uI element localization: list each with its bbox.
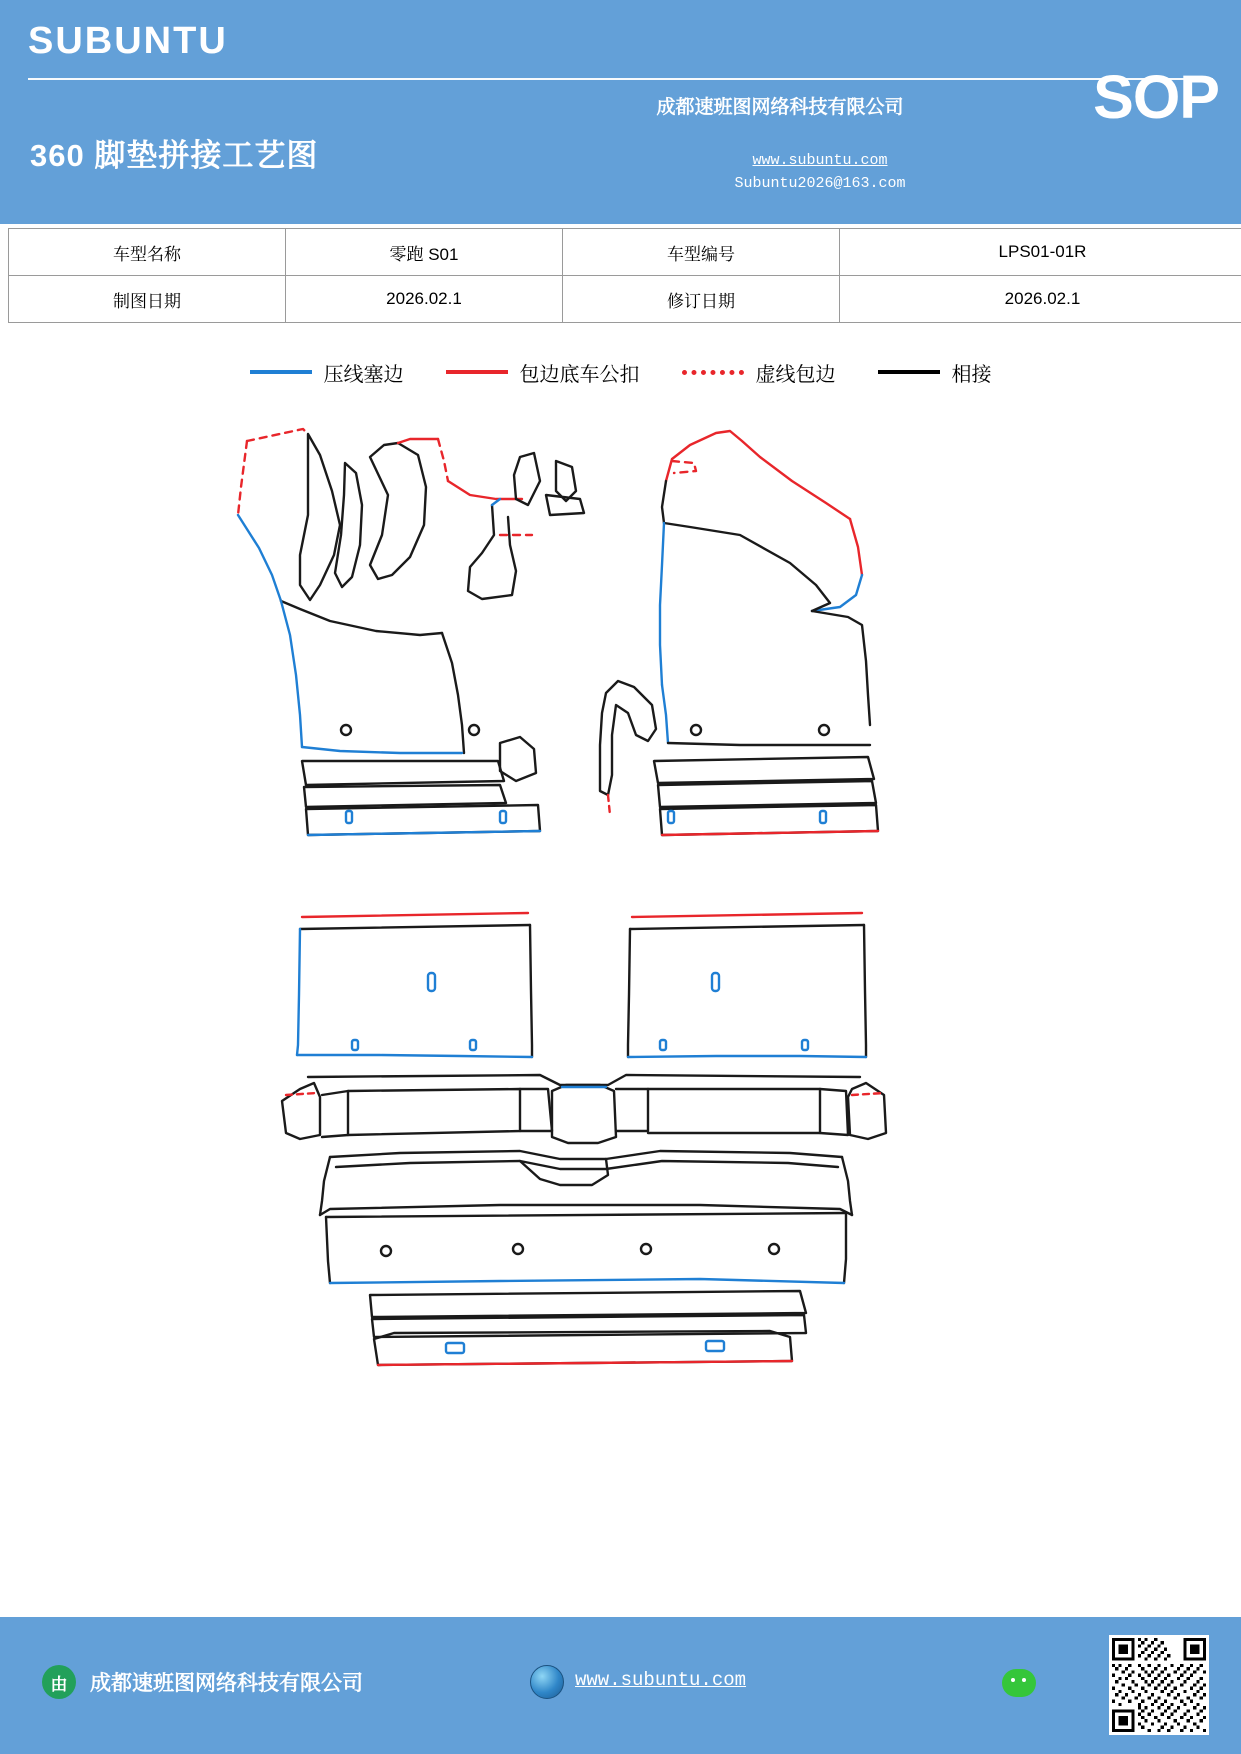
rear-left-end-cap xyxy=(282,1083,320,1139)
legend-label-press-line: 压线塞边 xyxy=(323,363,404,386)
value-revision-date: 2026.02.1 xyxy=(840,276,1241,323)
floor-mat-pattern-drawing xyxy=(0,395,1241,1405)
slot-hole xyxy=(352,1040,358,1050)
legend-label-dashed-edge: 虚线包边 xyxy=(755,363,836,386)
right-front-inner-seam xyxy=(664,523,830,611)
panel-hook xyxy=(468,505,516,599)
value-model-code: LPS01-01R xyxy=(840,229,1241,276)
dashed-right-left-c xyxy=(438,439,448,481)
red-top-left-c xyxy=(398,439,438,443)
rear-band-seg-6 xyxy=(820,1089,848,1135)
rear-band-seg-5 xyxy=(648,1089,820,1133)
left-sill-strip-b xyxy=(304,785,506,807)
legend-item-edge-buckle xyxy=(446,358,640,387)
legend-item-press-line xyxy=(250,358,404,387)
left-sill-strip-a xyxy=(302,761,504,785)
panel-wedge-c xyxy=(546,495,584,515)
dashed-right-notch xyxy=(672,461,696,473)
rear-left-right-edge xyxy=(530,925,532,1057)
dashed-instep-bottom xyxy=(608,795,610,815)
panel-wedge-b xyxy=(556,461,576,501)
qr-code xyxy=(1109,1635,1209,1735)
globe-icon xyxy=(530,1665,564,1699)
left-sill-bottom-press xyxy=(308,831,540,835)
rear-left-top-red xyxy=(302,913,528,917)
right-front-left-notch xyxy=(662,481,666,523)
table-row xyxy=(9,276,1241,323)
rear-right-top-red xyxy=(632,913,862,917)
legend-swatch-dotted-red-icon xyxy=(682,370,744,375)
company-logo-icon: 由 xyxy=(42,1665,76,1699)
qr-code-image xyxy=(1112,1638,1206,1732)
trunk-band-bottom xyxy=(330,1279,844,1283)
grommet-hole xyxy=(381,1246,391,1256)
legend-item-joint xyxy=(878,358,992,387)
left-mat-right-edge xyxy=(442,633,464,753)
red-connector-mid xyxy=(448,481,522,499)
vehicle-info-table xyxy=(8,228,1241,323)
footer-company-name: 成都速班图网络科技有限公司 xyxy=(90,1672,363,1695)
slot-hole xyxy=(668,811,674,823)
slot-hole xyxy=(802,1040,808,1050)
slot-hole xyxy=(500,811,506,823)
slot-hole xyxy=(446,1343,464,1353)
rear-left-left-edge xyxy=(297,929,300,1055)
page-header xyxy=(0,0,1241,224)
table-row xyxy=(9,229,1241,276)
grommet-hole xyxy=(691,725,701,735)
brand-logo: SUBUNTU xyxy=(28,20,228,62)
rear-band-seg-3 xyxy=(520,1089,552,1131)
rear-band-top xyxy=(308,1075,860,1085)
panel-left-a xyxy=(300,434,340,600)
legend-item-dashed-edge xyxy=(682,358,836,387)
legend-swatch-red-icon xyxy=(446,370,508,374)
grommet-hole xyxy=(469,725,479,735)
label-model-code: 车型编号 xyxy=(563,229,840,276)
rear-left-bottom-edge xyxy=(297,1055,532,1057)
page-title: 360 脚垫拼接工艺图 xyxy=(30,138,319,173)
rear-band-seg-4 xyxy=(616,1089,648,1131)
value-model-name: 零跑 S01 xyxy=(286,229,563,276)
value-draw-date: 2026.02.1 xyxy=(286,276,563,323)
rear-band-seg-1 xyxy=(322,1091,348,1137)
right-front-instep-piece xyxy=(600,681,656,795)
rear-band-seg-2 xyxy=(348,1089,520,1135)
right-front-press-edge xyxy=(812,575,862,611)
slot-hole xyxy=(820,811,826,823)
left-heel-piece xyxy=(500,737,536,781)
right-front-right-edge xyxy=(812,611,870,725)
grommet-hole xyxy=(819,725,829,735)
right-front-red-top xyxy=(666,431,850,519)
label-model-name: 车型名称 xyxy=(9,229,286,276)
rear-right-bottom-edge xyxy=(628,1056,866,1057)
pattern-svg xyxy=(0,395,1241,1405)
trunk-strip-a xyxy=(370,1291,806,1317)
slot-hole xyxy=(706,1341,724,1351)
header-email: Subuntu2026@163.com xyxy=(734,175,906,192)
slot-hole xyxy=(470,1040,476,1050)
legend-swatch-black-icon xyxy=(878,370,940,374)
header-divider xyxy=(28,78,1213,80)
left-mat-left-edge xyxy=(281,601,302,747)
label-draw-date: 制图日期 xyxy=(9,276,286,323)
legend-label-edge-buckle: 包边底车公扣 xyxy=(519,363,640,386)
right-front-red-side xyxy=(850,519,862,575)
grommet-hole xyxy=(641,1244,651,1254)
rear-right-end-cap xyxy=(848,1083,886,1139)
wechat-icon xyxy=(1002,1669,1036,1697)
trunk-band-right xyxy=(844,1213,846,1283)
footer-website-link[interactable]: www.subuntu.com xyxy=(575,1669,747,1691)
label-revision-date: 修订日期 xyxy=(563,276,840,323)
dashed-left-end-cap xyxy=(286,1093,316,1095)
trunk-band-top xyxy=(326,1213,846,1217)
right-front-left-edge xyxy=(660,523,664,685)
panel-left-c xyxy=(370,443,426,579)
slot-hole xyxy=(712,973,719,991)
right-sill-strip-a xyxy=(654,757,874,783)
legend-swatch-blue-icon xyxy=(250,370,312,374)
left-mat-upper-edge xyxy=(281,601,442,635)
rear-right-right-edge xyxy=(864,925,866,1057)
dashed-edge-left-front-2 xyxy=(238,441,247,515)
dashed-right-end-cap xyxy=(852,1093,884,1095)
header-company-name: 成都速班图网络科技有限公司 xyxy=(656,97,904,118)
right-front-bottom xyxy=(668,743,870,745)
rear-right-top-black xyxy=(630,925,864,929)
rear-band-center xyxy=(552,1085,616,1143)
legend xyxy=(0,352,1241,392)
grommet-hole xyxy=(341,725,351,735)
trunk-bottom-red xyxy=(378,1361,792,1365)
sop-badge: SOP xyxy=(1093,63,1219,131)
slot-hole xyxy=(428,973,435,991)
slot-hole xyxy=(660,1040,666,1050)
press-line-left-front xyxy=(238,515,281,601)
trunk-left-edge xyxy=(320,1157,330,1215)
page-footer xyxy=(0,1617,1241,1754)
rear-left-top-black xyxy=(300,925,530,929)
panel-wedge-a xyxy=(514,453,540,505)
trunk-top-edge xyxy=(330,1151,842,1159)
right-front-lower-left xyxy=(662,685,668,743)
right-sill-strip-b xyxy=(658,781,876,807)
slot-hole xyxy=(346,811,352,823)
grommet-hole xyxy=(513,1244,523,1254)
dashed-edge-left-front xyxy=(247,429,308,441)
trunk-right-edge xyxy=(842,1157,852,1215)
left-mat-bottom-edge xyxy=(302,747,462,753)
right-sill-bottom-red xyxy=(662,831,878,835)
trunk-inner-seam xyxy=(336,1161,838,1169)
grommet-hole xyxy=(769,1244,779,1254)
rear-right-left-edge xyxy=(628,929,630,1057)
header-website-link[interactable]: www.subuntu.com xyxy=(752,152,888,169)
trunk-band-left xyxy=(326,1217,330,1283)
legend-label-joint: 相接 xyxy=(951,363,992,386)
